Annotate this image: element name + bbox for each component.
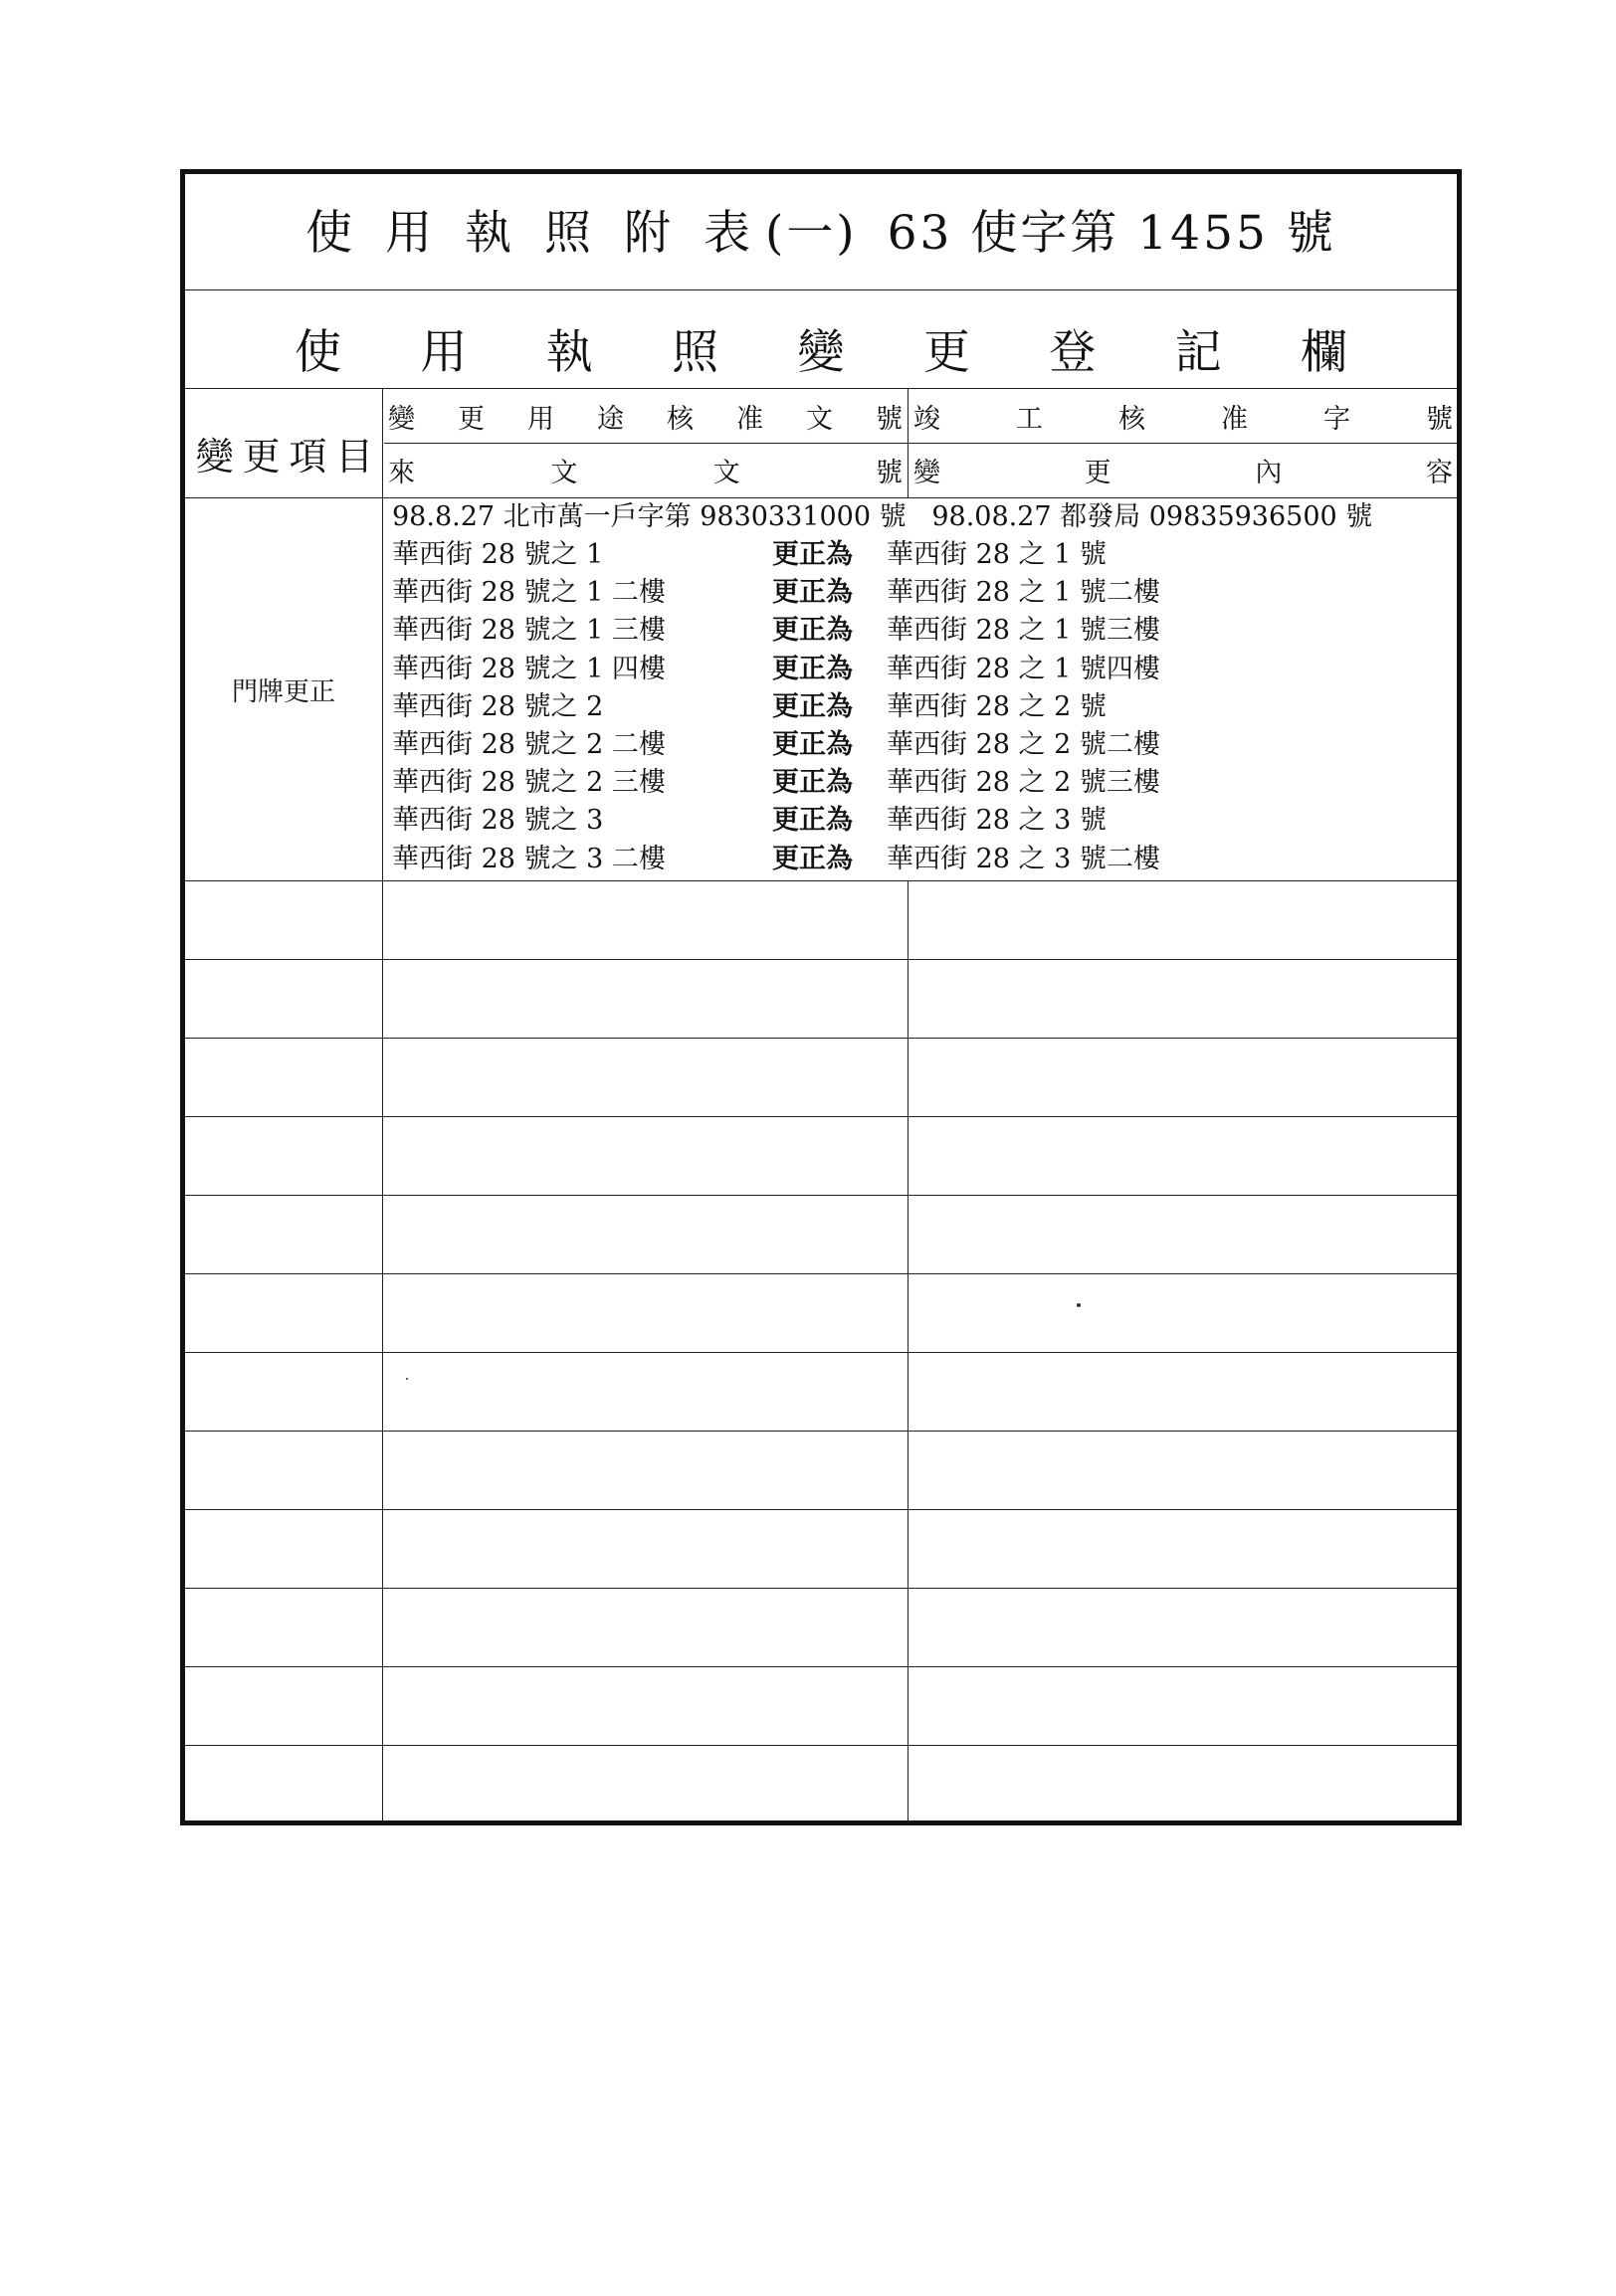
new-address: 華西街 28 之 1 號 bbox=[887, 539, 1107, 570]
header-char: 變 bbox=[913, 457, 940, 488]
label-char: 項 bbox=[289, 434, 327, 478]
row-divider bbox=[185, 1038, 1457, 1039]
header-char: 工 bbox=[1016, 403, 1043, 435]
subtitle-char: 使 bbox=[295, 324, 341, 380]
correction-verb: 更正為 bbox=[772, 615, 853, 647]
title-suffix: (一) bbox=[764, 206, 858, 261]
header-char: 用 bbox=[527, 403, 554, 435]
row-divider bbox=[185, 1431, 1457, 1432]
change-item-label bbox=[187, 403, 382, 502]
correction-verb: 更正為 bbox=[772, 653, 853, 684]
header-char: 准 bbox=[736, 403, 763, 435]
header-char: 核 bbox=[667, 403, 694, 435]
new-address: 華西街 28 之 1 號二樓 bbox=[887, 577, 1160, 609]
row-divider bbox=[185, 1666, 1457, 1667]
old-address: 華西街 28 號之 1 二樓 bbox=[392, 577, 666, 609]
new-address: 華西街 28 之 1 號三樓 bbox=[887, 615, 1160, 647]
doc-ref-2: 98.08.27 都發局 09835936500 號 bbox=[931, 501, 1373, 532]
old-address: 華西街 28 號之 2 二樓 bbox=[392, 729, 666, 760]
subtitle-char: 欄 bbox=[1301, 324, 1347, 380]
header-char: 文 bbox=[550, 457, 578, 488]
row-divider bbox=[185, 1588, 1457, 1589]
header-char: 字 bbox=[1323, 403, 1350, 435]
old-address: 華西街 28 號之 3 bbox=[392, 805, 604, 837]
header-incoming-doc-no bbox=[384, 445, 907, 494]
correction-verb: 更正為 bbox=[772, 805, 853, 837]
old-address: 華西街 28 號之 2 三樓 bbox=[392, 767, 666, 799]
header-char: 容 bbox=[1425, 457, 1453, 488]
header-char: 文 bbox=[712, 457, 740, 488]
title-char: 使 bbox=[305, 206, 356, 261]
correction-verb: 更正為 bbox=[772, 767, 853, 799]
subtitle-char: 用 bbox=[420, 324, 468, 380]
subtitle-char: 更 bbox=[922, 324, 970, 380]
label-char: 更 bbox=[242, 434, 281, 478]
new-address: 華西街 28 之 3 號二樓 bbox=[887, 843, 1160, 874]
header-char: 號 bbox=[1426, 403, 1453, 435]
correction-verb: 更正為 bbox=[772, 843, 853, 874]
header-approval-doc-no bbox=[384, 391, 907, 441]
row-divider bbox=[185, 959, 1457, 960]
subtitle-char: 照 bbox=[672, 324, 719, 380]
new-address: 華西街 28 之 2 號二樓 bbox=[887, 729, 1160, 760]
title-char: 用 bbox=[385, 206, 436, 261]
title-char: 表 bbox=[703, 206, 753, 261]
record-category: 門牌更正 bbox=[231, 677, 335, 707]
new-address: 華西街 28 之 2 號 bbox=[887, 690, 1107, 722]
header-char: 更 bbox=[458, 403, 485, 435]
header-char: 准 bbox=[1221, 403, 1248, 435]
header-char: 文 bbox=[806, 403, 833, 435]
header-char: 內 bbox=[1255, 457, 1283, 488]
old-address: 華西街 28 號之 1 三樓 bbox=[392, 615, 666, 647]
new-address: 華西街 28 之 1 號四樓 bbox=[887, 653, 1160, 684]
old-address: 華西街 28 號之 3 二樓 bbox=[392, 843, 666, 874]
header-char: 號 bbox=[875, 457, 903, 488]
form-frame bbox=[180, 169, 1462, 1825]
subtitle-char: 登 bbox=[1049, 324, 1097, 380]
header-char: 核 bbox=[1118, 403, 1145, 435]
page-title bbox=[185, 199, 1457, 269]
correction-verb: 更正為 bbox=[772, 577, 853, 609]
new-address: 華西街 28 之 3 號 bbox=[887, 805, 1107, 837]
subtitle-char: 記 bbox=[1174, 324, 1222, 380]
title-char: 附 bbox=[623, 206, 674, 261]
header-char: 途 bbox=[597, 403, 624, 435]
row-divider bbox=[185, 1195, 1457, 1196]
correction-verb: 更正為 bbox=[772, 729, 853, 760]
subtitle-char: 變 bbox=[797, 324, 845, 380]
old-address: 華西街 28 號之 2 bbox=[392, 690, 604, 722]
label-char: 變 bbox=[195, 434, 234, 478]
header-completion-no bbox=[909, 391, 1457, 441]
title-char: 執 bbox=[465, 206, 515, 261]
doc-ref-1: 98.8.27 北市萬一戶字第 9830331000 號 bbox=[392, 501, 907, 532]
new-address: 華西街 28 之 2 號三樓 bbox=[887, 767, 1160, 799]
row-divider bbox=[185, 1352, 1457, 1353]
header-change-content bbox=[909, 445, 1457, 494]
row-divider bbox=[185, 1745, 1457, 1746]
row-divider bbox=[185, 1116, 1457, 1117]
old-address: 華西街 28 號之 1 bbox=[392, 539, 604, 570]
correction-verb: 更正為 bbox=[772, 539, 853, 570]
label-char: 目 bbox=[335, 434, 374, 478]
doc-ref-line bbox=[392, 498, 1372, 536]
row-divider bbox=[185, 1273, 1457, 1274]
subtitle-char: 執 bbox=[545, 324, 593, 380]
header-char: 來 bbox=[388, 457, 415, 488]
section-title bbox=[295, 313, 1347, 383]
old-address: 華西街 28 號之 1 四樓 bbox=[392, 653, 666, 684]
title-char: 照 bbox=[544, 206, 595, 261]
header-char: 更 bbox=[1084, 457, 1111, 488]
correction-verb: 更正為 bbox=[772, 690, 853, 722]
row-divider bbox=[185, 1509, 1457, 1510]
license-number: 63 使字第 1455 號 bbox=[887, 206, 1336, 261]
header-char: 變 bbox=[388, 403, 415, 435]
header-char: 號 bbox=[876, 403, 903, 435]
header-char: 竣 bbox=[913, 403, 940, 435]
